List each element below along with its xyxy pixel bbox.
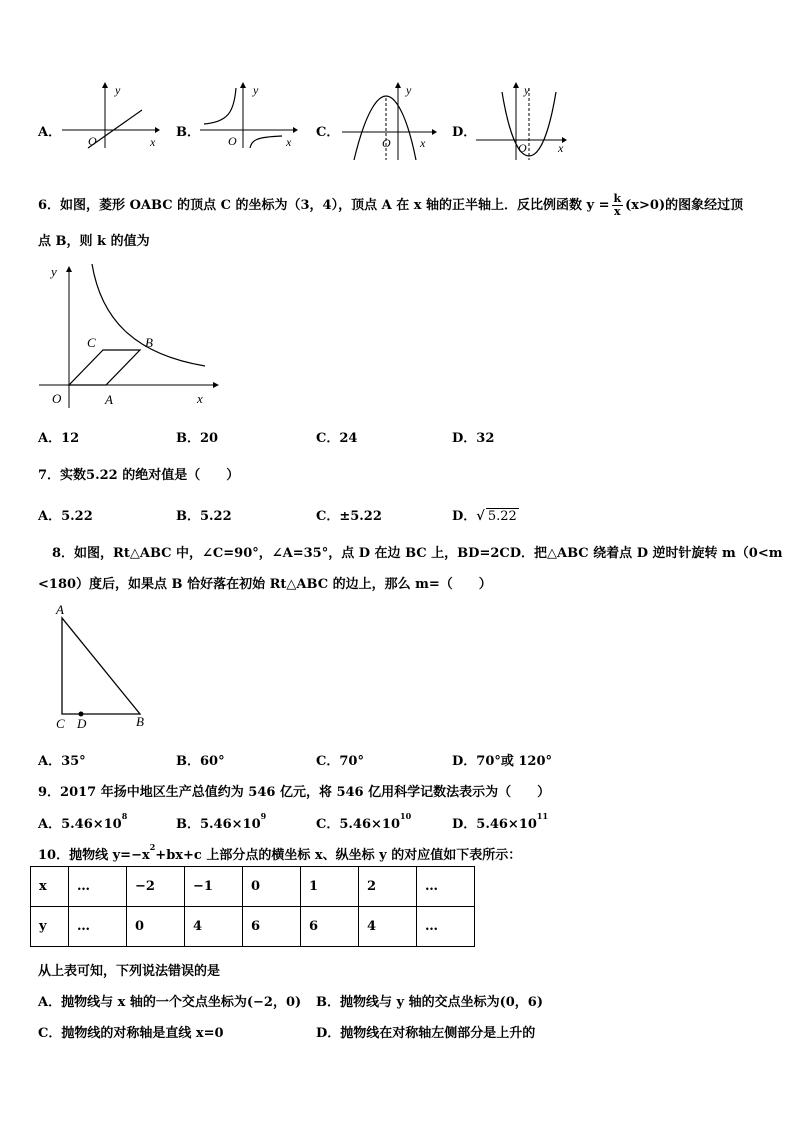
q7-stem: 7．实数5.22 的绝对值是（ ） <box>38 468 240 483</box>
q7-option-c[interactable]: C．±5.22 <box>316 509 382 524</box>
q5-option-a-label[interactable]: A． <box>38 125 62 140</box>
q6-option-d[interactable]: D．32 <box>452 431 495 446</box>
svg-text:O: O <box>518 141 527 155</box>
q8-option-b[interactable]: B．60° <box>176 754 225 769</box>
table-cell: y <box>31 907 69 947</box>
q10-stem: 10．抛物线 $y=-x^2+bx+c$ 上部分点的横坐标 x、纵坐标 y 的对应值如下表所示： <box>38 842 522 863</box>
q9-stem: 9．2017 年扬中地区生产总值约为 546 亿元，将 546 亿用科学记数法表示为（ ） <box>38 785 551 800</box>
q8-option-c[interactable]: C．70° <box>316 754 364 769</box>
table-cell: … <box>69 867 127 907</box>
q6-figure <box>35 258 225 413</box>
table-cell: 0 <box>243 867 301 907</box>
table-cell: −1 <box>185 867 243 907</box>
q8-option-a[interactable]: A．35° <box>38 754 86 769</box>
q7-option-b[interactable]: B．5.22 <box>176 509 232 524</box>
q10-option-b[interactable]: B．抛物线与 y 轴的交点坐标为(0，6) <box>316 995 543 1010</box>
q5-option-b-label[interactable]: B． <box>176 125 200 140</box>
q6-option-c[interactable]: C．24 <box>316 431 358 446</box>
q8-stem-line1: 8．如图，Rt△ABC 中，∠C=90°，∠A=35°，点 D 在边 BC 上，BD=2CD．把△ABC 绕着点 D 逆时针旋转 m（0<m <box>52 546 783 561</box>
q9-option-c[interactable]: C．$5.46\times 10^{10}$ <box>316 811 412 832</box>
svg-text:x: x <box>197 391 203 406</box>
q6-stem: 6．如图，菱形 OABC 的顶点 C 的坐标为（3，4），顶点 A 在 x 轴的正半轴上．反比例函数 y = $\frac{k}{x}$ (x>0)的图象经过顶 <box>38 192 744 218</box>
svg-text:y: y <box>524 83 530 97</box>
q8-stem-line2: <180）度后，如果点 B 恰好落在初始 Rt△ABC 的边上，那么 m=（ ） <box>38 577 492 592</box>
svg-text:x: x <box>150 135 156 149</box>
q5-graph-c <box>340 80 440 162</box>
q7-option-a[interactable]: A．5.22 <box>38 509 93 524</box>
svg-text:O: O <box>228 134 237 148</box>
table-cell: 6 <box>243 907 301 947</box>
q5-option-c-label[interactable]: C． <box>316 125 340 140</box>
q6-fraction: $\frac{k}{x}$ <box>613 192 622 218</box>
svg-text:O: O <box>52 391 62 406</box>
svg-text:B: B <box>136 714 144 729</box>
q7-option-d[interactable]: D．√ 5.22 <box>452 509 517 524</box>
svg-text:y: y <box>406 83 412 97</box>
table-cell: 4 <box>185 907 243 947</box>
q5a-origin: O <box>88 134 97 148</box>
svg-text:x: x <box>420 136 426 150</box>
q5-graph-d <box>474 80 574 162</box>
q6-option-b[interactable]: B．20 <box>176 431 219 446</box>
q10-followup: 从上表可知，下列说法错误的是 <box>38 964 221 979</box>
svg-text:C: C <box>56 716 65 731</box>
q9-option-a[interactable]: A．$5.46\times 10^8$ <box>38 811 128 832</box>
svg-text:C: C <box>87 335 96 350</box>
svg-text:D: D <box>77 716 87 731</box>
q5-graph-b <box>198 82 298 150</box>
q8-option-d[interactable]: D．70°或 120° <box>452 754 553 769</box>
svg-text:A: A <box>56 602 64 617</box>
svg-text:x: x <box>286 135 292 149</box>
table-cell: … <box>69 907 127 947</box>
table-cell: 6 <box>301 907 359 947</box>
q10-option-a[interactable]: A．抛物线与 x 轴的一个交点坐标为(−2，0) <box>38 995 302 1010</box>
svg-text:B: B <box>145 335 153 350</box>
q10-option-d[interactable]: D．抛物线在对称轴左侧部分是上升的 <box>316 1026 536 1041</box>
q8-figure <box>50 600 155 732</box>
q5-graph-a <box>60 82 160 150</box>
svg-text:y: y <box>51 264 57 279</box>
table-cell: … <box>417 907 475 947</box>
q5-option-d-label[interactable]: D． <box>452 125 477 140</box>
q7-option-d-radicand: 5.22 <box>487 509 517 524</box>
sqrt-icon: √ <box>476 509 485 524</box>
q6-stem-line2: 点 B，则 k 的值为 <box>38 234 150 249</box>
table-cell: 1 <box>301 867 359 907</box>
table-cell: x <box>31 867 69 907</box>
svg-text:y: y <box>253 83 259 97</box>
q10-value-table <box>30 866 475 947</box>
table-row <box>31 867 475 907</box>
table-cell: … <box>417 867 475 907</box>
svg-text:x: x <box>558 141 564 155</box>
q9-option-d[interactable]: D．$5.46\times 10^{11}$ <box>452 811 549 832</box>
q9-option-b[interactable]: B．$5.46\times 10^9$ <box>176 811 267 832</box>
table-cell: 0 <box>127 907 185 947</box>
table-row <box>31 907 475 947</box>
table-cell: 4 <box>359 907 417 947</box>
svg-text:O: O <box>382 136 391 150</box>
table-cell: −2 <box>127 867 185 907</box>
q10-option-c[interactable]: C．抛物线的对称轴是直线 x=0 <box>38 1026 224 1041</box>
table-cell: 2 <box>359 867 417 907</box>
svg-text:y: y <box>115 83 121 97</box>
q6-option-a[interactable]: A．12 <box>38 431 80 446</box>
svg-text:A: A <box>105 392 113 407</box>
